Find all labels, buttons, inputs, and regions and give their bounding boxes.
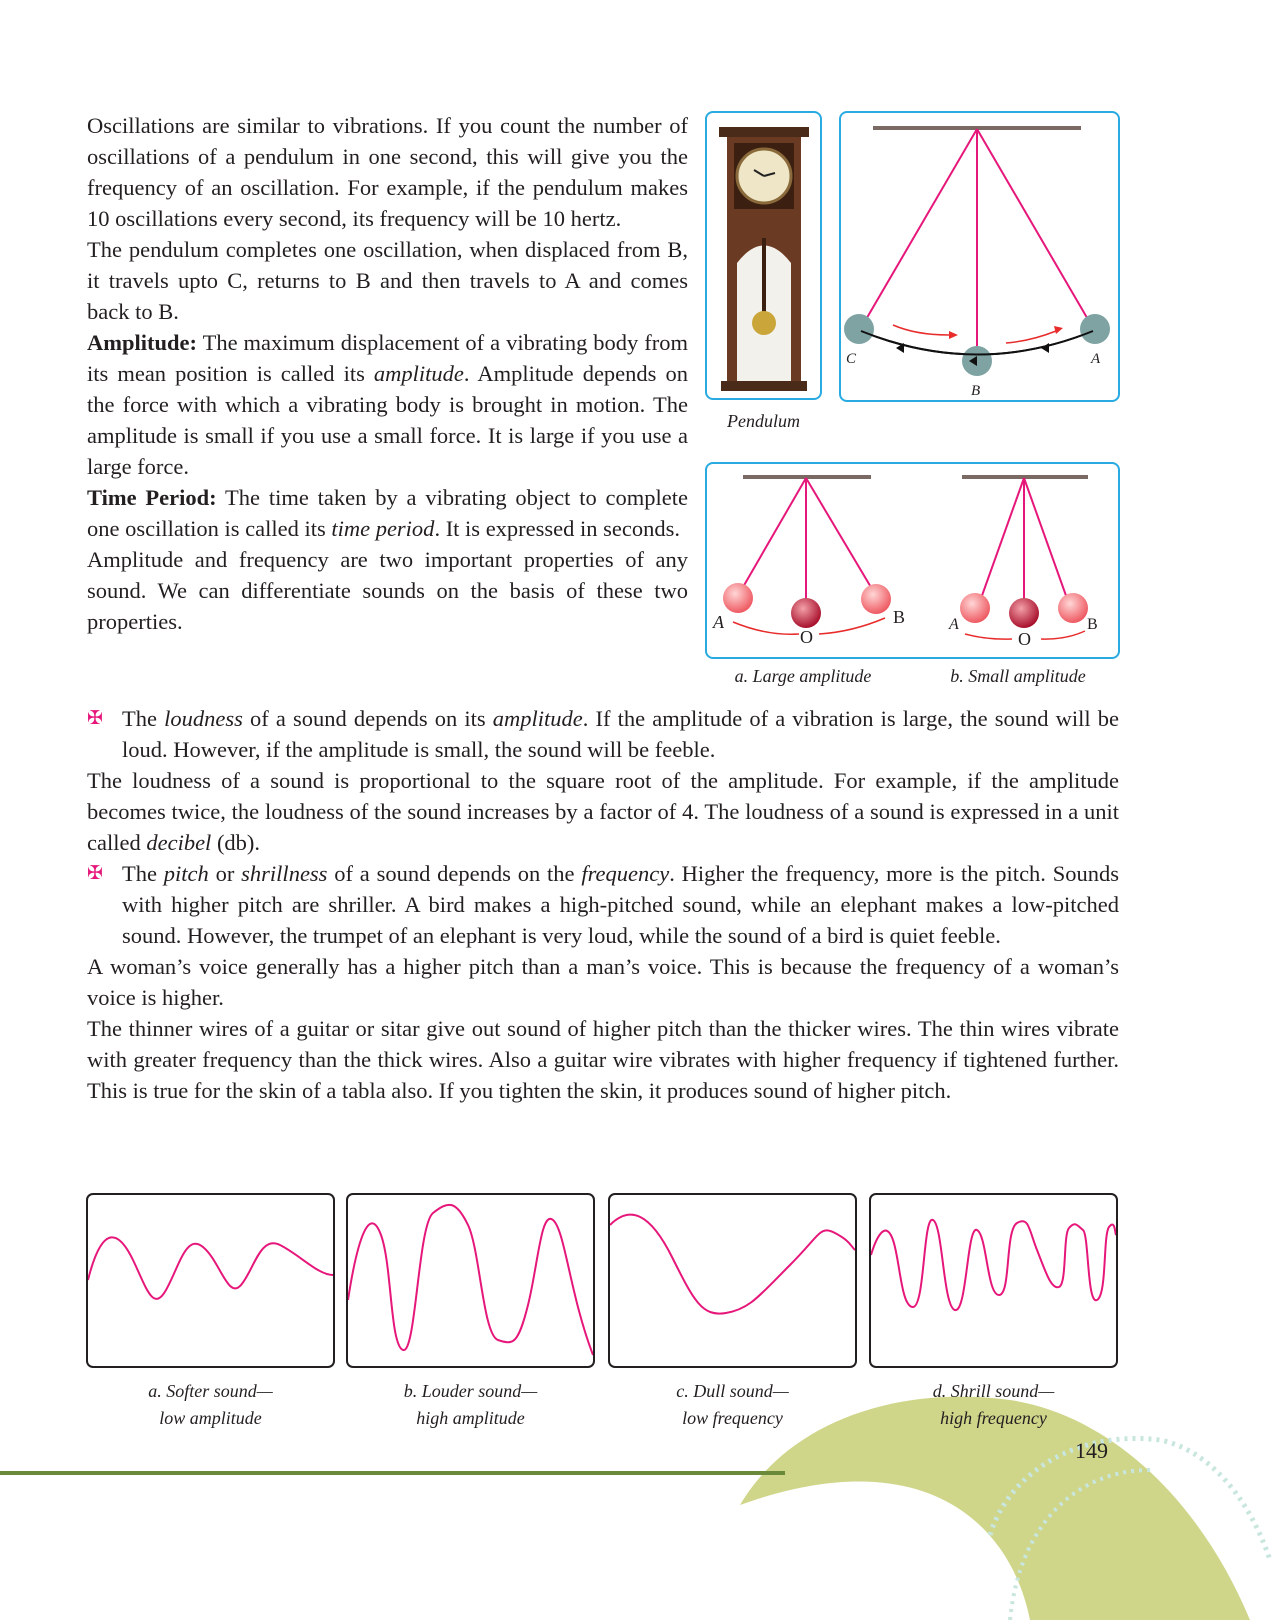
wave-shrill	[869, 1193, 1118, 1368]
large-label-a: A	[713, 612, 724, 632]
large-label-o: O	[800, 627, 813, 647]
text-run: Oscillations are similar to vibrations. If you count the number of oscillations of a pendulum in one second, this will give you the frequency of an oscillation. For example, if the pendulum makes 10 oscillations every second, its frequency will be 10 hertz.	[87, 113, 688, 231]
text-run: . It is expressed in seconds.	[434, 516, 681, 541]
wave-caption-c: c. Dull sound— low frequency	[676, 1381, 789, 1428]
cross-bullet-icon: ✠	[87, 708, 103, 729]
column-text	[87, 110, 688, 637]
paragraph	[87, 951, 1119, 1013]
small-label-o: O	[1018, 629, 1031, 649]
emphasis-text: time period	[331, 516, 435, 541]
text-run: The pendulum completes one oscillation, when displaced from B, it travels upto C, returns to B and then travels to A and comes back to B.	[87, 237, 688, 324]
text-run: . Amplitude depends on the force with which a vibrating body is brought in motion. The amplitude is small if you use a small force. It is large if you use a large force.	[87, 361, 688, 479]
text-run: The loudness of a sound is proportional to the square root of the amplitude. For example, if the amplitude becomes twice, the loudness of the sound increases by a factor of 4. The loudness of a sound is expressed in a unit called	[87, 768, 1119, 855]
paragraph	[87, 544, 688, 637]
emphasis-text: loudness	[164, 706, 243, 731]
paragraph	[87, 327, 688, 482]
text-run: A woman’s voice generally has a higher pitch than a man’s voice. This is because the frequency of a woman’s voice is higher.	[87, 954, 1119, 1010]
paragraph	[87, 1013, 1119, 1106]
small-label-a: A	[949, 616, 959, 633]
wave-dull	[608, 1193, 857, 1368]
bullet-item	[87, 703, 1119, 765]
emphasis-text: amplitude	[492, 706, 583, 731]
text-run: The thinner wires of a guitar or sitar give out sound of higher pitch than the thicker wires. The thin wires vibrate with greater frequency than the thick wires. Also a guitar wire vibrates with higher frequency if tightened further. This is true for the skin of a tabla also. If you tighten the skin, it produces sound of higher pitch.	[87, 1016, 1119, 1103]
clock-figure	[705, 111, 822, 400]
term-heading: Amplitude:	[87, 330, 198, 355]
small-label-b: B	[1087, 616, 1098, 633]
large-amplitude-caption: a. Large amplitude	[734, 666, 872, 686]
wave-louder	[346, 1193, 595, 1368]
text-run: The	[122, 706, 165, 731]
wave-softer	[86, 1193, 335, 1368]
wave-caption-a: a. Softer sound— low amplitude	[148, 1381, 273, 1428]
amplitude-diagram	[705, 462, 1120, 659]
swing-diagram	[839, 111, 1120, 402]
label-b: B	[971, 383, 981, 399]
text-run: . If the amplitude of a vibration is large, the sound will be loud. However, if the amplitude is small, the sound will be feeble.	[122, 706, 1119, 762]
emphasis-text: decibel	[146, 830, 212, 855]
emphasis-text: frequency	[581, 861, 670, 886]
small-amplitude-caption: b. Small amplitude	[950, 666, 1086, 686]
wave-caption-b: b. Louder sound— high amplitude	[403, 1381, 538, 1428]
cross-bullet-icon: ✠	[87, 863, 103, 884]
paragraph	[87, 234, 688, 327]
text-run: The maximum displacement of a vibrating body from its mean position is called its	[87, 330, 688, 386]
text-run: . Higher the frequency, more is the pitch. Sounds with higher pitch are shriller. A bird makes a high-pitched sound, while an elephant makes a low-pitched sound. However, the trumpet of an elephant is very loud, while the sound of a bird is quiet feeble.	[122, 861, 1120, 948]
large-label-b: B	[893, 607, 906, 627]
emphasis-text: shrillness	[241, 861, 328, 886]
emphasis-text: pitch	[163, 861, 209, 886]
pendulum-caption: Pendulum	[727, 411, 800, 431]
text-run: or	[208, 861, 242, 886]
text-run: The	[122, 861, 164, 886]
text-run: (db).	[211, 830, 261, 855]
paragraph	[87, 482, 688, 544]
full-width-text	[87, 703, 1119, 1106]
bob-a	[1080, 314, 1110, 344]
wave-caption-d: d. Shrill sound— high frequency	[932, 1381, 1055, 1428]
pendulum-clock-icon	[707, 113, 820, 398]
bob-c	[844, 314, 874, 344]
text-run: of a sound depends on its	[242, 706, 493, 731]
text-run: Amplitude and frequency are two important properties of any sound. We can differentiate sounds on the basis of these two properties.	[87, 547, 688, 634]
paragraph	[87, 765, 1119, 858]
paragraph	[87, 110, 688, 234]
page-number: 149	[1075, 1438, 1108, 1463]
label-a: A	[1091, 351, 1101, 367]
text-run: of a sound depends on the	[327, 861, 582, 886]
label-c: C	[846, 351, 857, 367]
emphasis-text: amplitude	[373, 361, 464, 386]
bullet-item	[87, 858, 1119, 951]
term-heading: Time Period:	[87, 485, 217, 510]
text-run: The time taken by a vibrating object to complete one oscillation is called its	[87, 485, 688, 541]
